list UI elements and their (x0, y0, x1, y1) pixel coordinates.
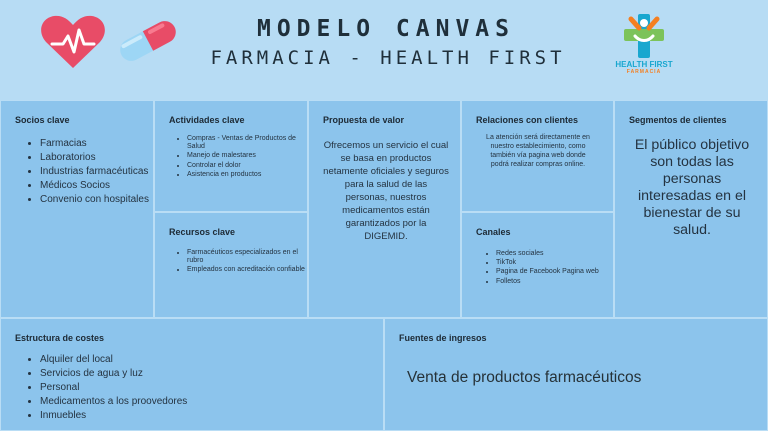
socio-item: • Laboratorios (40, 151, 160, 164)
relaciones-clientes-title: Relaciones con clientes (476, 115, 579, 125)
propuesta-valor-text: Ofrecemos un servicio el cual se basa en productos netamente oficiales y seguros para la salud de las personas, nuestros medicamentos están garantizados por la DIGEMID. (323, 140, 449, 242)
socio-item: • Convenio con hospitales (40, 193, 160, 206)
canal-item: • Redes sociales (496, 250, 620, 258)
coste-item: • Inmuebles (40, 409, 370, 422)
coste-item: • Medicamentos a los proovedores (40, 395, 370, 408)
canal-item: • Folletos (496, 278, 620, 286)
actividad-item: • Asistencia en productos (187, 171, 315, 179)
relaciones-clientes-text: La atención será directamente en nuestro establecimiento, como también vía pagina web donde podrá realizar compras online. (486, 134, 590, 168)
coste-item: • Alquiler del local (40, 353, 370, 366)
recursos-clave-title: Recursos clave (169, 227, 236, 237)
canal-item: • TikTok (496, 259, 620, 267)
socio-item: • Farmacias (40, 137, 160, 150)
segmentos-clientes-title: Segmentos de clientes (629, 115, 727, 125)
socios-clave-title: Socios clave (15, 115, 70, 125)
estructura-costes-title: Estructura de costes (15, 333, 105, 343)
recursos-clave-panel (154, 212, 308, 318)
pill-icon (112, 14, 184, 68)
actividad-item: • Controlar el dolor (187, 162, 315, 170)
actividad-item: • Compras - Ventas de Productos de Salud (187, 135, 315, 151)
fuentes-ingresos-panel (384, 318, 768, 431)
propuesta-valor-title: Propuesta de valor (323, 115, 405, 125)
estructura-costes-list (25, 353, 370, 423)
fuentes-ingresos-text: Venta de productos farmacéuticos (407, 369, 642, 386)
actividad-item: • Manejo de malestares (187, 152, 315, 160)
page-title: MODELO CANVAS (256, 16, 515, 42)
socios-clave-list (25, 137, 160, 207)
recurso-item: • Farmacéuticos especializados en el rubro (187, 249, 315, 265)
segmentos-clientes-text: El público objetivo son todas las personas interesadas en el bienestar de su salud. (634, 137, 750, 238)
canales-list (481, 250, 620, 287)
relaciones-clientes-panel (461, 100, 614, 212)
segmentos-clientes-panel (614, 100, 768, 318)
canal-item: • Pagina de Facebook Pagina web (496, 268, 620, 276)
actividades-clave-list (172, 135, 315, 180)
heart-icon (38, 12, 108, 72)
canales-panel (461, 212, 614, 318)
logo-subtext: FARMACIA (626, 69, 662, 75)
socio-item: • Médicos Socios (40, 179, 160, 192)
coste-item: • Servicios de agua y luz (40, 367, 370, 380)
propuesta-valor-panel (308, 100, 461, 318)
page-subtitle: FARMACIA - HEALTH FIRST (210, 47, 566, 69)
socio-item: • Industrias farmacéuticas (40, 165, 160, 178)
logo-text: HEALTH FIRST (615, 60, 673, 69)
fuentes-ingresos-title: Fuentes de ingresos (399, 333, 487, 343)
health-first-logo (608, 14, 680, 86)
estructura-costes-panel (0, 318, 384, 431)
logo-icon (620, 14, 668, 58)
actividades-clave-title: Actividades clave (169, 115, 245, 125)
canales-title: Canales (476, 227, 511, 237)
recurso-item: • Empleados con acreditación confiable (187, 266, 315, 274)
coste-item: • Personal (40, 381, 370, 394)
recursos-clave-list (172, 249, 315, 276)
actividades-clave-panel (154, 100, 308, 212)
socios-clave-panel (0, 100, 154, 318)
